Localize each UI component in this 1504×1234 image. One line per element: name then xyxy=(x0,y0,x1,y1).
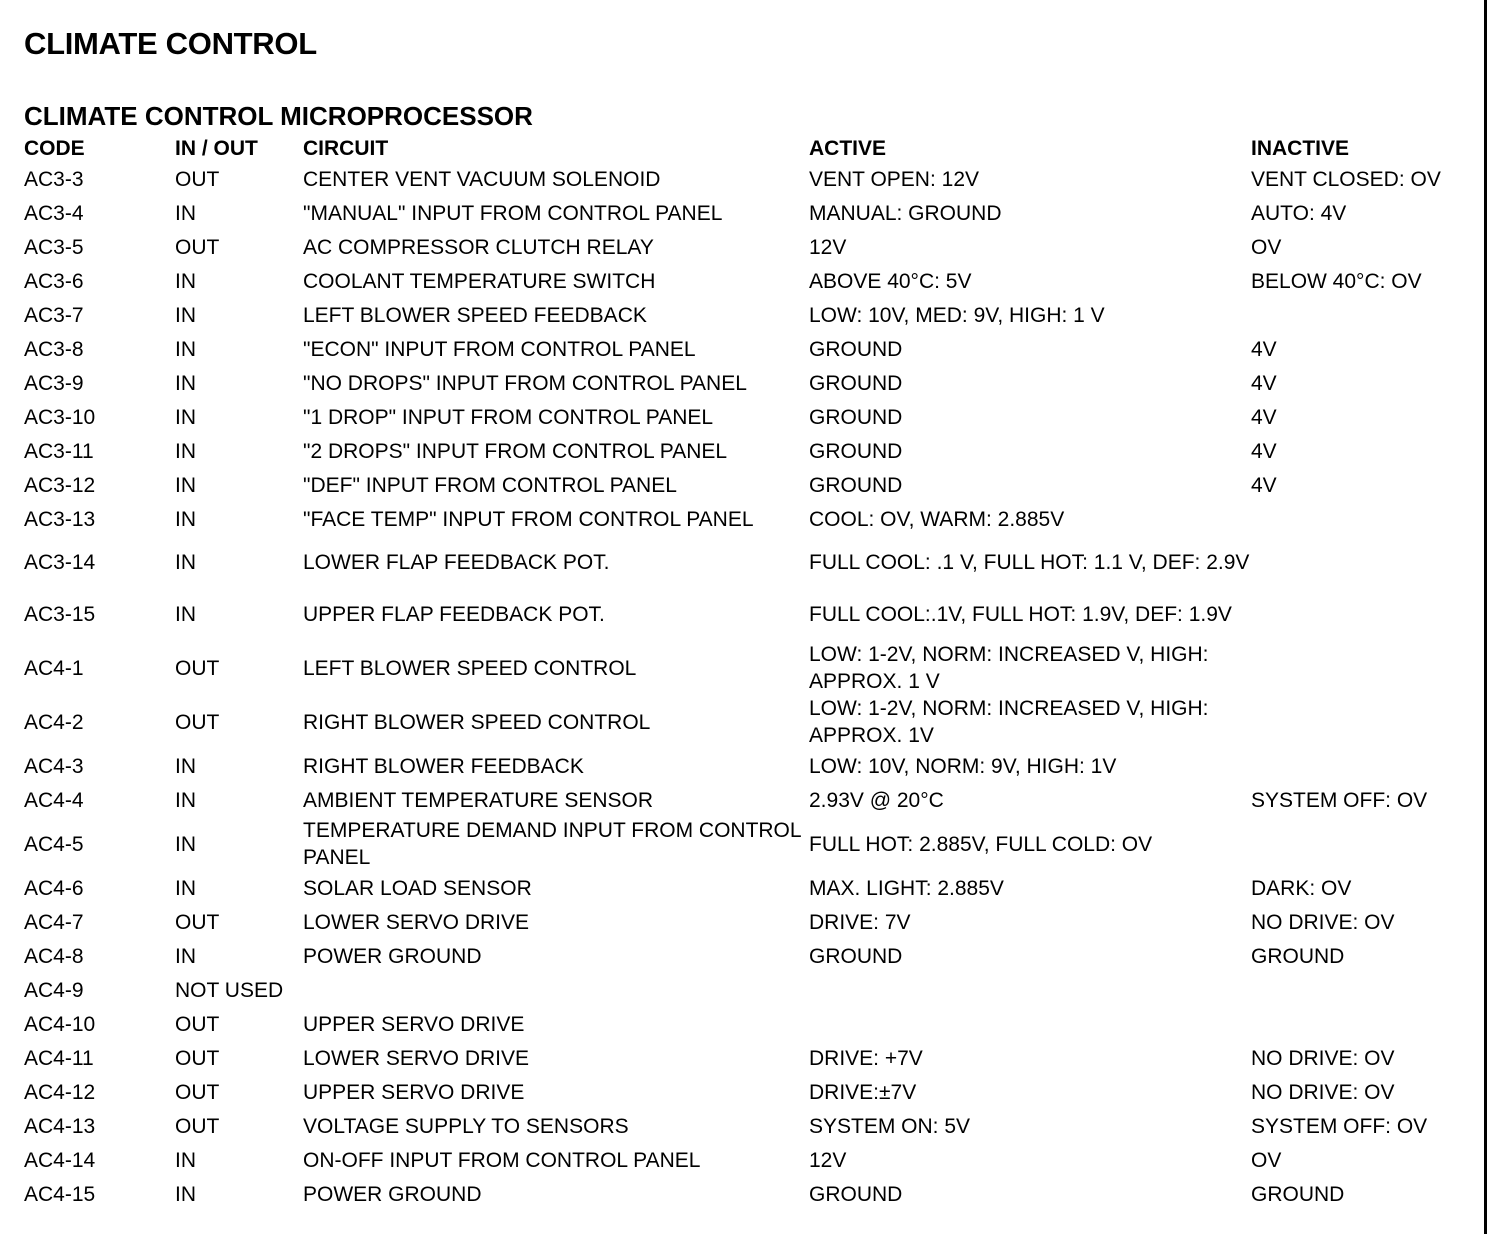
cell-inactive: 4V xyxy=(1251,439,1277,463)
cell-code: AC3-4 xyxy=(24,201,84,225)
cell-io: OUT xyxy=(175,235,220,259)
cell-code: AC4-11 xyxy=(24,1046,94,1070)
cell-active: FULL COOL: .1 V, FULL HOT: 1.1 V, DEF: 2.9V xyxy=(809,550,1250,574)
cell-io: IN xyxy=(175,201,196,225)
cell-io: OUT xyxy=(175,167,220,191)
cell-io: IN xyxy=(175,1148,196,1172)
cell-inactive: NO DRIVE: OV xyxy=(1251,1046,1395,1070)
cell-active: GROUND xyxy=(809,371,903,395)
cell-circuit: "FACE TEMP" INPUT FROM CONTROL PANEL xyxy=(303,507,754,531)
cell-code: AC4-8 xyxy=(24,944,84,968)
cell-circuit: COOLANT TEMPERATURE SWITCH xyxy=(303,269,656,293)
table-row xyxy=(24,196,1484,230)
cell-io: IN xyxy=(175,550,196,574)
table-row xyxy=(24,162,1484,196)
cell-inactive xyxy=(1251,641,1484,695)
cell-inactive: NO DRIVE: OV xyxy=(1251,910,1395,934)
cell-inactive: DARK: OV xyxy=(1251,876,1352,900)
cell-active: LOW: 1-2V, NORM: INCREASED V, HIGH: APPROX. 1 V xyxy=(809,643,1209,693)
table-row xyxy=(24,783,1484,817)
cell-io: NOT USED xyxy=(175,978,284,1002)
cell-code: AC4-3 xyxy=(24,754,84,778)
cell-active: SYSTEM ON: 5V xyxy=(809,1114,971,1138)
cell-io: OUT xyxy=(175,1080,220,1104)
table-row xyxy=(24,817,1484,871)
cell-code: AC3-11 xyxy=(24,439,94,463)
cell-active: FULL COOL:.1V, FULL HOT: 1.9V, DEF: 1.9V xyxy=(809,603,1232,627)
table-row xyxy=(24,536,1484,589)
cell-circuit: AC COMPRESSOR CLUTCH RELAY xyxy=(303,235,654,259)
table-row xyxy=(24,434,1484,468)
table-row xyxy=(24,939,1484,973)
table-body xyxy=(24,162,1484,1211)
cell-inactive: VENT CLOSED: OV xyxy=(1251,167,1441,191)
table-row xyxy=(24,1041,1484,1075)
table-row xyxy=(24,332,1484,366)
cell-active: 12V xyxy=(809,235,847,259)
cell-io: IN xyxy=(175,473,196,497)
cell-code: AC4-15 xyxy=(24,1182,96,1206)
cell-inactive: GROUND xyxy=(1251,944,1345,968)
table-row xyxy=(24,1109,1484,1143)
cell-circuit: UPPER SERVO DRIVE xyxy=(303,1012,525,1036)
cell-io: OUT xyxy=(175,1114,220,1138)
cell-io: OUT xyxy=(175,710,220,734)
cell-circuit: VOLTAGE SUPPLY TO SENSORS xyxy=(303,1114,629,1138)
cell-code: AC3-15 xyxy=(24,603,96,627)
cell-io: IN xyxy=(175,603,196,627)
cell-circuit: SOLAR LOAD SENSOR xyxy=(303,876,532,900)
cell-circuit: CENTER VENT VACUUM SOLENOID xyxy=(303,167,661,191)
cell-active: DRIVE: +7V xyxy=(809,1046,923,1070)
cell-code: AC3-10 xyxy=(24,405,96,429)
cell-inactive: GROUND xyxy=(1251,1182,1345,1206)
cell-code: AC4-1 xyxy=(24,656,84,680)
cell-inactive: OV xyxy=(1251,1148,1282,1172)
cell-code: AC4-4 xyxy=(24,788,84,812)
cell-inactive xyxy=(1251,1007,1484,1041)
cell-circuit: "1 DROP" INPUT FROM CONTROL PANEL xyxy=(303,405,714,429)
cell-io: IN xyxy=(175,303,196,327)
table-row xyxy=(24,400,1484,434)
cell-io: IN xyxy=(175,788,196,812)
cell-circuit: LEFT BLOWER SPEED CONTROL xyxy=(303,656,637,680)
cell-circuit: "ECON" INPUT FROM CONTROL PANEL xyxy=(303,337,696,361)
cell-io: IN xyxy=(175,439,196,463)
cell-active: GROUND xyxy=(809,439,903,463)
cell-inactive xyxy=(1251,536,1484,589)
cell-circuit: ON-OFF INPUT FROM CONTROL PANEL xyxy=(303,1148,701,1172)
cell-inactive xyxy=(1251,817,1484,871)
cell-code: AC4-10 xyxy=(24,1012,96,1036)
cell-io: OUT xyxy=(175,656,220,680)
pinout-table xyxy=(24,134,1484,1211)
table-row xyxy=(24,264,1484,298)
cell-circuit: POWER GROUND xyxy=(303,1182,482,1206)
cell-circuit: RIGHT BLOWER FEEDBACK xyxy=(303,754,584,778)
cell-active: MAX. LIGHT: 2.885V xyxy=(809,876,1004,900)
cell-code: AC4-13 xyxy=(24,1114,96,1138)
cell-inactive xyxy=(1251,749,1484,783)
cell-active: GROUND xyxy=(809,473,903,497)
cell-io: IN xyxy=(175,269,196,293)
table-row xyxy=(24,749,1484,783)
cell-io: IN xyxy=(175,832,196,856)
cell-active: ABOVE 40°C: 5V xyxy=(809,269,972,293)
table-row xyxy=(24,298,1484,332)
cell-code: AC4-12 xyxy=(24,1080,96,1104)
page-title: CLIMATE CONTROL xyxy=(24,26,317,61)
table-row xyxy=(24,366,1484,400)
cell-code: AC4-9 xyxy=(24,978,84,1002)
cell-code: AC3-13 xyxy=(24,507,96,531)
table-row xyxy=(24,502,1484,536)
cell-io: OUT xyxy=(175,1046,220,1070)
cell-io: IN xyxy=(175,337,196,361)
cell-inactive: 4V xyxy=(1251,473,1277,497)
cell-active: VENT OPEN: 12V xyxy=(809,167,980,191)
cell-inactive: OV xyxy=(1251,235,1282,259)
cell-active: DRIVE: 7V xyxy=(809,910,911,934)
table-row xyxy=(24,1143,1484,1177)
table-header xyxy=(24,134,1484,162)
cell-code: AC3-9 xyxy=(24,371,84,395)
cell-code: AC3-6 xyxy=(24,269,84,293)
table-row xyxy=(24,1177,1484,1211)
cell-io: OUT xyxy=(175,1012,220,1036)
cell-code: AC3-8 xyxy=(24,337,84,361)
cell-io: OUT xyxy=(175,910,220,934)
cell-active: FULL HOT: 2.885V, FULL COLD: OV xyxy=(809,832,1153,856)
cell-active: GROUND xyxy=(809,405,903,429)
cell-inactive xyxy=(1251,973,1484,1007)
cell-inactive: BELOW 40°C: OV xyxy=(1251,269,1422,293)
cell-inactive: AUTO: 4V xyxy=(1251,201,1347,225)
cell-circuit: LOWER SERVO DRIVE xyxy=(303,1046,529,1070)
cell-code: AC4-6 xyxy=(24,876,84,900)
column-header-circuit: CIRCUIT xyxy=(303,136,389,160)
cell-code: AC3-14 xyxy=(24,550,96,574)
column-header-io: IN / OUT xyxy=(175,136,258,160)
column-header-code: CODE xyxy=(24,136,85,160)
cell-code: AC4-5 xyxy=(24,832,84,856)
cell-inactive xyxy=(1251,589,1484,642)
cell-circuit: LEFT BLOWER SPEED FEEDBACK xyxy=(303,303,647,327)
cell-active: 12V xyxy=(809,1148,847,1172)
table-row xyxy=(24,468,1484,502)
cell-code: AC3-5 xyxy=(24,235,84,259)
table-row xyxy=(24,871,1484,905)
cell-io: IN xyxy=(175,944,196,968)
cell-circuit xyxy=(303,973,809,1007)
cell-active: LOW: 10V, NORM: 9V, HIGH: 1V xyxy=(809,754,1117,778)
cell-active: LOW: 10V, MED: 9V, HIGH: 1 V xyxy=(809,303,1105,327)
cell-io: IN xyxy=(175,876,196,900)
cell-inactive xyxy=(1251,695,1484,749)
cell-inactive xyxy=(1251,502,1484,536)
cell-inactive xyxy=(1251,298,1484,332)
column-header-inactive: INACTIVE xyxy=(1251,136,1350,160)
cell-circuit: "NO DROPS" INPUT FROM CONTROL PANEL xyxy=(303,371,747,395)
cell-code: AC3-7 xyxy=(24,303,84,327)
cell-active: 2.93V @ 20°C xyxy=(809,788,944,812)
table-row xyxy=(24,1075,1484,1109)
cell-circuit: RIGHT BLOWER SPEED CONTROL xyxy=(303,710,651,734)
cell-inactive: 4V xyxy=(1251,337,1277,361)
page-edge-rule xyxy=(1484,0,1487,1234)
cell-inactive: 4V xyxy=(1251,371,1277,395)
cell-code: AC4-7 xyxy=(24,910,84,934)
cell-active xyxy=(809,1007,1251,1041)
cell-circuit: POWER GROUND xyxy=(303,944,482,968)
table-row xyxy=(24,641,1484,695)
table-row xyxy=(24,1007,1484,1041)
cell-circuit: "2 DROPS" INPUT FROM CONTROL PANEL xyxy=(303,439,728,463)
cell-io: IN xyxy=(175,507,196,531)
cell-io: IN xyxy=(175,371,196,395)
cell-circuit: "MANUAL" INPUT FROM CONTROL PANEL xyxy=(303,201,723,225)
cell-inactive: 4V xyxy=(1251,405,1277,429)
table-row xyxy=(24,230,1484,264)
table-row xyxy=(24,973,1484,1007)
cell-active: COOL: OV, WARM: 2.885V xyxy=(809,507,1065,531)
cell-circuit: "DEF" INPUT FROM CONTROL PANEL xyxy=(303,473,677,497)
cell-active: GROUND xyxy=(809,1182,903,1206)
cell-inactive: SYSTEM OFF: OV xyxy=(1251,1114,1428,1138)
cell-circuit: AMBIENT TEMPERATURE SENSOR xyxy=(303,788,654,812)
cell-circuit: LOWER FLAP FEEDBACK POT. xyxy=(303,550,610,574)
cell-io: IN xyxy=(175,1182,196,1206)
column-header-active: ACTIVE xyxy=(809,136,887,160)
table-row xyxy=(24,589,1484,642)
cell-active xyxy=(809,973,1251,1007)
cell-io: IN xyxy=(175,754,196,778)
cell-code: AC4-2 xyxy=(24,710,84,734)
cell-active: LOW: 1-2V, NORM: INCREASED V, HIGH: APPROX. 1V xyxy=(809,697,1209,747)
cell-io: IN xyxy=(175,405,196,429)
cell-active: GROUND xyxy=(809,337,903,361)
cell-active: DRIVE:±7V xyxy=(809,1080,917,1104)
cell-code: AC4-14 xyxy=(24,1148,96,1172)
cell-active: MANUAL: GROUND xyxy=(809,201,1002,225)
cell-circuit: TEMPERATURE DEMAND INPUT FROM CONTROL PANEL xyxy=(303,819,801,869)
cell-code: AC3-3 xyxy=(24,167,84,191)
cell-circuit: UPPER FLAP FEEDBACK POT. xyxy=(303,603,605,627)
table-row xyxy=(24,905,1484,939)
cell-circuit: LOWER SERVO DRIVE xyxy=(303,910,529,934)
section-title: CLIMATE CONTROL MICROPROCESSOR xyxy=(24,101,533,131)
cell-inactive: SYSTEM OFF: OV xyxy=(1251,788,1428,812)
cell-inactive: NO DRIVE: OV xyxy=(1251,1080,1395,1104)
cell-active: GROUND xyxy=(809,944,903,968)
header-row xyxy=(24,134,1484,162)
cell-code: AC3-12 xyxy=(24,473,96,497)
table-row xyxy=(24,695,1484,749)
cell-circuit: UPPER SERVO DRIVE xyxy=(303,1080,525,1104)
